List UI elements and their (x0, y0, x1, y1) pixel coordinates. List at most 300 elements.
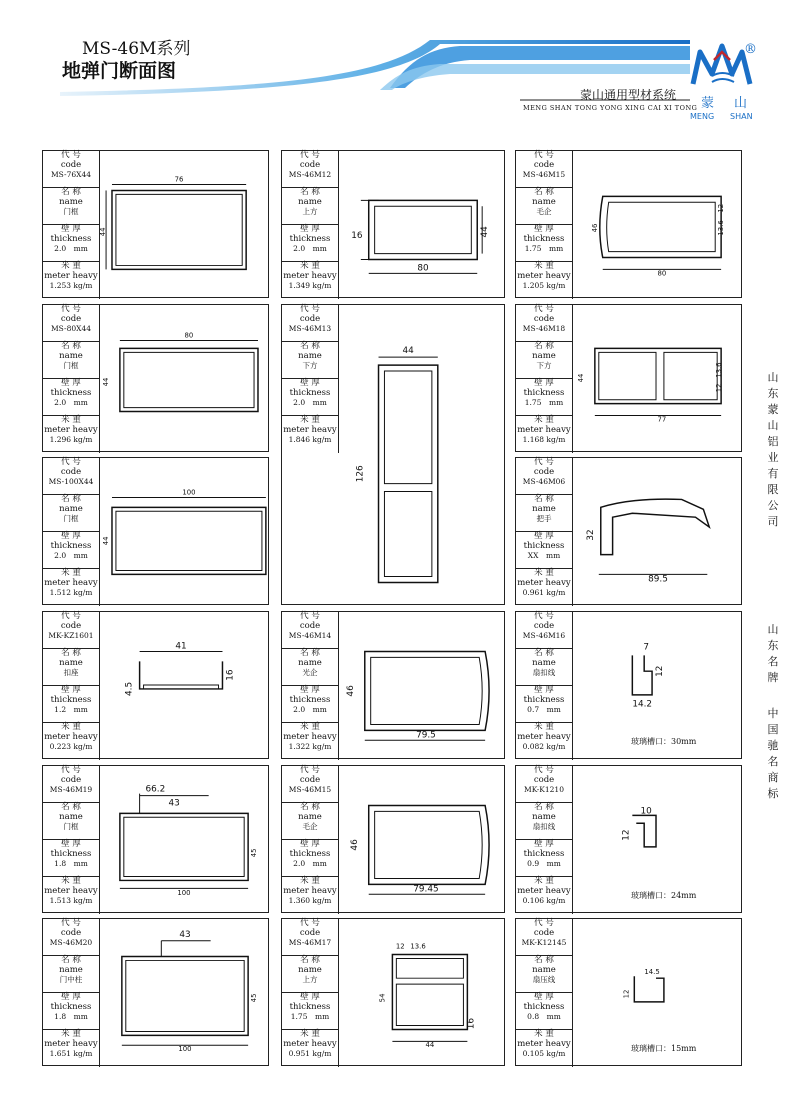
spec-label-en: name (532, 657, 556, 668)
profile-drawing (100, 151, 268, 297)
spec-label-en: meter heavy (44, 885, 98, 896)
spec-weight-cell (43, 569, 99, 606)
spec-label-en: name (298, 350, 322, 361)
side-brand-1-char: 名 (767, 655, 779, 668)
spec-value: 上方 (302, 975, 318, 984)
spec-value: MS-46M17 (288, 938, 332, 947)
spec-value: MS-46M19 (49, 785, 93, 794)
spec-label-en: thickness (50, 540, 92, 551)
spec-label-en: thickness (523, 233, 565, 244)
dimension-label: 43 (168, 798, 180, 809)
spec-thickness-cell (282, 993, 338, 1030)
side-brand-2-char: 标 (767, 787, 779, 800)
dimension-label: 46 (590, 223, 599, 233)
side-brand-2-char: 商 (767, 771, 779, 784)
dimension-label: 14.2 (632, 699, 653, 710)
profile-card (515, 765, 742, 913)
logo-en-2: SHAN (730, 112, 753, 121)
spec-label-cn: 名 称 (534, 187, 554, 197)
spec-label-en: meter heavy (44, 424, 98, 435)
profile-drawing (339, 612, 504, 758)
spec-label-en: thickness (50, 1001, 92, 1012)
spec-value: 2.0 mm (293, 705, 327, 714)
spec-label-en: name (532, 811, 556, 822)
spec-name-cell (43, 956, 99, 993)
profile-drawing (100, 919, 268, 1065)
dimension-label: 126 (355, 465, 366, 483)
spec-label-en: name (298, 196, 322, 207)
profile-spec-column (282, 612, 339, 760)
section-diagram (100, 612, 268, 758)
profile-spec-column (282, 766, 339, 914)
glass-slot-note: 玻璃槽口：30mm (631, 737, 697, 746)
spec-code-cell (516, 151, 572, 188)
profile-card (42, 304, 269, 452)
logo-char-1: 蒙 (701, 96, 715, 111)
spec-label-en: thickness (289, 233, 331, 244)
side-brand-1-char: 牌 (767, 671, 779, 684)
spec-value: 扇压线 (532, 975, 556, 984)
spec-value: 1.253 kg/m (49, 281, 93, 290)
spec-label-en: meter heavy (283, 424, 337, 435)
profile-card (515, 457, 742, 605)
side-brand-2-char: 驰 (767, 739, 779, 752)
spec-value: 下方 (536, 361, 552, 370)
profile-spec-column (516, 919, 573, 1067)
dimension-label: 12 (654, 665, 665, 677)
spec-label-en: meter heavy (44, 270, 98, 281)
spec-name-cell (516, 495, 572, 532)
dimension-label: 54 (378, 993, 387, 1003)
spec-label-cn: 名 称 (61, 802, 81, 812)
spec-value: 0.082 kg/m (522, 742, 566, 751)
profile-drawing (339, 919, 504, 1065)
section-diagram (573, 458, 741, 604)
spec-weight-cell (516, 569, 572, 606)
profile-spec-column (516, 305, 573, 453)
profile-card (42, 918, 269, 1066)
spec-label-en: meter heavy (517, 731, 571, 742)
profile-drawing (100, 612, 268, 758)
registered-mark: ® (744, 42, 757, 57)
side-company-char: 山 (767, 371, 779, 384)
spec-value: 1.513 kg/m (49, 896, 93, 905)
spec-label-en: meter heavy (517, 885, 571, 896)
spec-weight-cell (43, 416, 99, 453)
dimension-label: 12 (717, 203, 726, 213)
spec-thickness-cell (516, 532, 572, 569)
profile-spec-column (43, 919, 100, 1067)
spec-thickness-cell (516, 840, 572, 877)
spec-code-cell (282, 151, 338, 188)
spec-weight-cell (516, 416, 572, 453)
spec-label-cn: 名 称 (534, 648, 554, 658)
spec-weight-cell (282, 262, 338, 299)
spec-label-cn: 名 称 (534, 341, 554, 351)
spec-label-en: code (533, 466, 555, 477)
spec-code-cell (43, 919, 99, 956)
spec-value: 1.205 kg/m (522, 281, 566, 290)
spec-value: 门框 (63, 822, 79, 831)
spec-weight-cell (43, 877, 99, 914)
spec-label-en: name (59, 350, 83, 361)
dimension-label: 44 (425, 1041, 435, 1050)
spec-label-en: name (532, 503, 556, 514)
dimension-label: 45 (250, 848, 259, 858)
spec-value: MK-KZ1601 (48, 631, 94, 640)
spec-label-en: code (533, 774, 555, 785)
spec-name-cell (516, 803, 572, 840)
side-brand-1 (764, 622, 782, 686)
spec-code-cell (516, 612, 572, 649)
spec-thickness-cell (516, 379, 572, 416)
side-company-char: 有 (767, 467, 779, 480)
dimension-label: 32 (585, 529, 596, 541)
spec-value: 0.105 kg/m (522, 1049, 566, 1058)
spec-label-cn: 米 重 (61, 261, 81, 271)
spec-label-en: meter heavy (283, 1038, 337, 1049)
spec-label-en: code (60, 466, 82, 477)
spec-label-cn: 代 号 (300, 918, 320, 928)
spec-value: 1.75 mm (524, 244, 564, 253)
spec-label-en: code (299, 159, 321, 170)
spec-value: MS-46M16 (522, 631, 566, 640)
profile-card (515, 918, 742, 1066)
profile-card (281, 765, 505, 913)
spec-label-en: name (298, 811, 322, 822)
spec-value: MS-46M12 (288, 170, 332, 179)
spec-thickness-cell (43, 225, 99, 262)
dimension-label: 12 (621, 829, 632, 841)
spec-thickness-cell (43, 379, 99, 416)
dimension-label: 46 (345, 685, 356, 697)
spec-label-en: name (59, 811, 83, 822)
spec-label-cn: 代 号 (61, 765, 81, 775)
dimension-label: 12 (622, 989, 631, 999)
spec-value: 扇扣线 (532, 822, 556, 831)
profile-card (42, 765, 269, 913)
profile-spec-column (282, 305, 339, 453)
spec-label-en: thickness (523, 387, 565, 398)
spec-label-cn: 代 号 (61, 611, 81, 621)
dimension-label: 14.5 (644, 968, 660, 977)
spec-value: 1.512 kg/m (49, 588, 93, 597)
spec-label-en: thickness (50, 848, 92, 859)
spec-value: 门框 (63, 361, 79, 370)
profile-card (281, 304, 505, 605)
spec-value: 0.9 mm (527, 859, 561, 868)
side-company-char: 业 (767, 451, 779, 464)
spec-label-cn: 名 称 (300, 341, 320, 351)
profile-card (515, 611, 742, 759)
spec-label-cn: 壁 厚 (534, 839, 554, 849)
spec-value: 2.0 mm (54, 398, 88, 407)
dimension-label: 45 (250, 993, 259, 1003)
spec-label-cn: 名 称 (300, 187, 320, 197)
spec-value: MS-76X44 (50, 170, 92, 179)
spec-label-cn: 壁 厚 (300, 378, 320, 388)
spec-code-cell (516, 458, 572, 495)
spec-label-en: name (59, 196, 83, 207)
profile-drawing (573, 305, 741, 451)
spec-value: MS-80X44 (50, 324, 92, 333)
spec-label-en: code (60, 159, 82, 170)
spec-thickness-cell (282, 225, 338, 262)
spec-name-cell (43, 188, 99, 225)
spec-label-cn: 米 重 (61, 415, 81, 425)
spec-label-cn: 壁 厚 (534, 224, 554, 234)
section-diagram (573, 151, 741, 297)
section-diagram (339, 919, 504, 1065)
profile-spec-column (516, 612, 573, 760)
spec-code-cell (516, 766, 572, 803)
spec-label-cn: 名 称 (61, 494, 81, 504)
spec-value: 1.8 mm (54, 859, 88, 868)
side-brand-2 (764, 706, 782, 802)
dimension-label: 12 (395, 942, 405, 951)
spec-value: MK-K12145 (521, 938, 567, 947)
spec-label-en: code (299, 313, 321, 324)
spec-value: MS-46M14 (288, 631, 332, 640)
spec-label-cn: 名 称 (61, 955, 81, 965)
side-company-char: 司 (767, 515, 779, 528)
spec-value: 扇扣线 (532, 668, 556, 677)
spec-code-cell (516, 919, 572, 956)
spec-label-en: thickness (289, 848, 331, 859)
profile-drawing (100, 305, 268, 451)
spec-label-cn: 代 号 (61, 918, 81, 928)
spec-label-en: name (532, 964, 556, 975)
spec-value: 门中柱 (59, 975, 83, 984)
spec-value: 2.0 mm (54, 551, 88, 560)
spec-label-en: thickness (289, 694, 331, 705)
spec-label-en: name (59, 964, 83, 975)
spec-label-en: thickness (289, 387, 331, 398)
spec-code-cell (282, 766, 338, 803)
spec-label-en: meter heavy (44, 731, 98, 742)
spec-label-cn: 代 号 (534, 457, 554, 467)
spec-thickness-cell (43, 686, 99, 723)
spec-weight-cell (43, 1030, 99, 1067)
spec-label-cn: 壁 厚 (61, 992, 81, 1002)
profile-card (281, 918, 505, 1066)
spec-label-cn: 壁 厚 (534, 992, 554, 1002)
spec-label-cn: 名 称 (534, 955, 554, 965)
dimension-label: 4.5 (124, 681, 135, 696)
spec-label-en: name (532, 350, 556, 361)
section-diagram (339, 766, 504, 912)
spec-name-cell (43, 649, 99, 686)
spec-label-en: meter heavy (517, 577, 571, 588)
spec-label-cn: 代 号 (61, 150, 81, 160)
spec-value: 2.0 mm (293, 244, 327, 253)
profile-drawing (573, 151, 741, 297)
spec-code-cell (43, 151, 99, 188)
dimension-label: 66.2 (145, 784, 166, 795)
spec-weight-cell (282, 416, 338, 453)
dimension-label: 13.6 (717, 220, 726, 236)
spec-value: 1.651 kg/m (49, 1049, 93, 1058)
spec-label-en: meter heavy (283, 731, 337, 742)
spec-label-cn: 代 号 (534, 304, 554, 314)
spec-value: 1.846 kg/m (288, 435, 332, 444)
spec-label-cn: 壁 厚 (300, 685, 320, 695)
spec-code-cell (282, 612, 338, 649)
spec-label-en: meter heavy (517, 424, 571, 435)
profile-spec-column (516, 151, 573, 299)
glass-slot-note: 玻璃槽口：24mm (631, 891, 697, 900)
spec-label-cn: 壁 厚 (61, 531, 81, 541)
side-company-char: 公 (767, 499, 779, 512)
spec-thickness-cell (43, 840, 99, 877)
spec-weight-cell (282, 1030, 338, 1067)
dimension-label: 100 (182, 488, 196, 497)
spec-thickness-cell (516, 225, 572, 262)
side-company-char: 东 (767, 387, 779, 400)
profile-spec-column (43, 612, 100, 760)
section-diagram (100, 305, 268, 451)
dimension-label: 80 (417, 263, 429, 274)
spec-value: 0.961 kg/m (522, 588, 566, 597)
spec-label-cn: 代 号 (300, 304, 320, 314)
profile-spec-column (43, 766, 100, 914)
spec-label-en: code (60, 620, 82, 631)
spec-weight-cell (516, 877, 572, 914)
spec-code-cell (43, 305, 99, 342)
section-diagram (339, 151, 504, 297)
dimension-label: 80 (184, 331, 194, 340)
spec-thickness-cell (282, 379, 338, 416)
spec-name-cell (282, 956, 338, 993)
dimension-label: 16 (351, 230, 363, 241)
dimension-label: 43 (179, 929, 191, 940)
spec-weight-cell (516, 1030, 572, 1067)
spec-label-cn: 代 号 (300, 765, 320, 775)
profile-spec-column (282, 919, 339, 1067)
spec-name-cell (43, 803, 99, 840)
spec-value: MS-46M20 (49, 938, 93, 947)
page-subtitle: 地弹门断面图 (62, 60, 177, 82)
series-title: MS-46M系列 (82, 39, 191, 59)
side-brand-2-char: 国 (767, 723, 779, 736)
dimension-label: 7 (643, 642, 649, 653)
spec-value: 下方 (302, 361, 318, 370)
dimension-label: 12 (715, 383, 724, 393)
spec-value: 0.106 kg/m (522, 896, 566, 905)
spec-weight-cell (282, 723, 338, 760)
spec-value: 2.0 mm (54, 244, 88, 253)
section-diagram (100, 919, 268, 1065)
profile-card (42, 150, 269, 298)
spec-code-cell (516, 305, 572, 342)
section-diagram (100, 458, 268, 604)
dimension-label: 100 (178, 1045, 192, 1054)
spec-label-en: meter heavy (283, 270, 337, 281)
spec-label-cn: 代 号 (61, 304, 81, 314)
spec-label-cn: 米 重 (300, 722, 320, 732)
side-brand-1-char: 东 (767, 639, 779, 652)
spec-value: 1.168 kg/m (522, 435, 566, 444)
spec-thickness-cell (282, 686, 338, 723)
spec-name-cell (516, 188, 572, 225)
spec-label-cn: 米 重 (300, 1029, 320, 1039)
dimension-label: 79.45 (413, 884, 439, 895)
spec-label-en: thickness (523, 1001, 565, 1012)
spec-label-en: thickness (523, 694, 565, 705)
spec-label-cn: 米 重 (61, 722, 81, 732)
spec-label-en: name (532, 196, 556, 207)
spec-thickness-cell (282, 840, 338, 877)
spec-label-cn: 名 称 (61, 187, 81, 197)
spec-weight-cell (282, 877, 338, 914)
profile-drawing (339, 151, 504, 297)
spec-value: 0.7 mm (527, 705, 561, 714)
spec-label-en: meter heavy (517, 1038, 571, 1049)
spec-value: 光企 (302, 668, 318, 677)
spec-code-cell (43, 458, 99, 495)
spec-value: 门框 (63, 207, 79, 216)
spec-value: MS-46M18 (522, 324, 566, 333)
spec-label-cn: 米 重 (534, 415, 554, 425)
profile-drawing (339, 766, 504, 912)
dimension-label: 44 (102, 536, 111, 546)
section-diagram (339, 612, 504, 758)
dimension-label: 16 (466, 1017, 477, 1030)
spec-value: 1.296 kg/m (49, 435, 93, 444)
spec-name-cell (282, 803, 338, 840)
spec-thickness-cell (516, 686, 572, 723)
profile-card (281, 150, 505, 298)
spec-label-en: code (60, 774, 82, 785)
spec-label-cn: 代 号 (300, 150, 320, 160)
dimension-label: 16 (225, 669, 236, 681)
dimension-label: 44 (102, 377, 111, 387)
spec-value: 1.322 kg/m (288, 742, 332, 751)
spec-value: XX mm (527, 551, 561, 560)
profile-spec-column (43, 151, 100, 299)
dimension-label: 13.6 (715, 362, 724, 378)
spec-label-en: thickness (289, 1001, 331, 1012)
dimension-label: 80 (657, 269, 667, 278)
spec-label-cn: 代 号 (534, 918, 554, 928)
spec-label-cn: 代 号 (534, 611, 554, 621)
spec-label-en: code (533, 620, 555, 631)
spec-label-cn: 名 称 (300, 955, 320, 965)
spec-label-cn: 名 称 (300, 802, 320, 812)
spec-label-cn: 米 重 (300, 876, 320, 886)
spec-label-cn: 壁 厚 (61, 224, 81, 234)
spec-value: 毛企 (536, 207, 552, 216)
dimension-label: 44 (480, 226, 491, 238)
spec-label-cn: 壁 厚 (300, 992, 320, 1002)
profile-card (42, 611, 269, 759)
spec-value: 1.360 kg/m (288, 896, 332, 905)
spec-label-cn: 米 重 (61, 876, 81, 886)
dimension-label: 79.5 (416, 730, 436, 741)
spec-label-cn: 壁 厚 (300, 839, 320, 849)
side-company (764, 370, 782, 530)
dimension-label: 13.6 (410, 942, 426, 951)
section-diagram (573, 305, 741, 451)
spec-value: 0.951 kg/m (288, 1049, 332, 1058)
spec-value: MK-K1210 (524, 785, 564, 794)
dimension-label: 44 (577, 373, 586, 383)
spec-label-cn: 米 重 (534, 722, 554, 732)
section-diagram (339, 305, 504, 604)
profile-spec-column (43, 305, 100, 453)
dimension-label: 41 (175, 641, 187, 652)
spec-value: 1.75 mm (524, 398, 564, 407)
